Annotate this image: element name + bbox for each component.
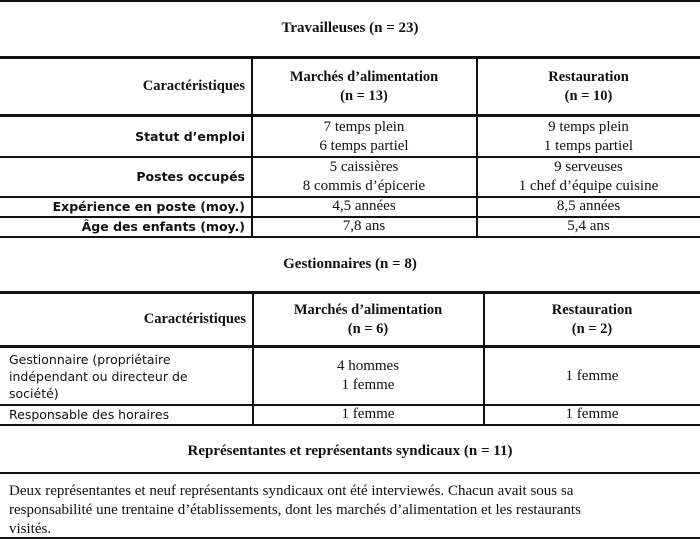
section3-rule (0, 472, 700, 474)
row-label-postes-occupes: Postes occupés (136, 169, 245, 184)
table2-header-marches: Marchés d’alimentation (n = 6) (293, 301, 443, 337)
cell-experience-marches: 4,5 années (332, 198, 396, 214)
cell-age-marches: 7,8 ans (342, 218, 386, 234)
cell-gestionnaire-marches: 4 hommes 1 femme (336, 358, 400, 393)
table1-header-characteristics: Caractéristiques (142, 78, 245, 94)
table2-header-characteristics: Caractéristiques (143, 311, 246, 327)
paragraph-line: Deux représentantes et neuf représentants syndicaux ont été interviewés. Chacun avait sous sa (9, 483, 574, 499)
row-label-experience: Expérience en poste (moy.) (52, 199, 245, 214)
top-rule (0, 0, 700, 2)
row-label-statut-emploi: Statut d’emploi (135, 129, 245, 144)
bottom-rule (0, 537, 700, 539)
paragraph-line: visités. (9, 521, 52, 537)
table2-header-restauration: Restauration (n = 2) (551, 301, 633, 337)
cell-responsable-restauration: 1 femme (565, 406, 619, 422)
cell-statut-marches: 7 temps plein 6 temps partiel (319, 118, 409, 154)
section-title-travailleuses: Travailleuses (n = 23) (281, 20, 419, 36)
row-label-age-enfants: Âge des enfants (moy.) (81, 219, 245, 234)
paragraph-line: responsabilité une trentaine d’établissements, dont les marchés d’alimentation et les restaurants (9, 502, 581, 518)
row-label-gestionnaire: Gestionnaire (propriétaire indépendant ou directeur de société) (9, 351, 188, 401)
table1-bottom-rule (0, 236, 700, 238)
cell-age-restauration: 5,4 ans (567, 218, 610, 234)
row-label-responsable-horaires: Responsable des horaires (9, 407, 170, 422)
cell-gestionnaire-restauration: 1 femme (565, 367, 619, 384)
table2-bottom-rule (0, 424, 700, 426)
section-title-gestionnaires: Gestionnaires (n = 8) (283, 256, 417, 272)
syndicaux-paragraph (9, 482, 689, 539)
cell-experience-restauration: 8,5 années (556, 198, 621, 214)
cell-responsable-marches: 1 femme (341, 406, 395, 422)
cell-postes-restauration: 9 serveuses 1 chef d’équipe cuisine (518, 158, 659, 194)
cell-postes-marches: 5 caissières 8 commis d’épicerie (302, 158, 426, 194)
cell-statut-restauration: 9 temps plein 1 temps partiel (543, 118, 634, 154)
table1-header-restauration: Restauration (n = 10) (548, 68, 629, 104)
table1-header-marches: Marchés d’alimentation (n = 13) (289, 68, 439, 104)
section-title-syndicaux: Représentantes et représentants syndicaux (n = 11) (187, 443, 513, 459)
